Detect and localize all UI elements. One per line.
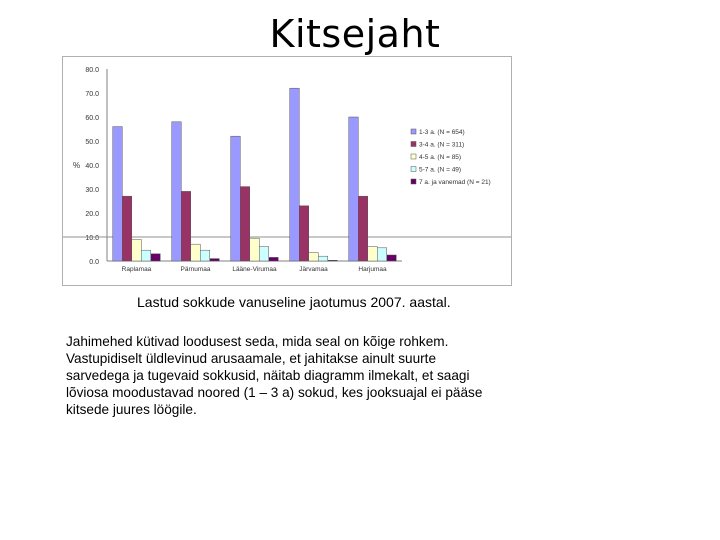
bar bbox=[141, 250, 151, 261]
body-paragraph: Jahimehed kütivad loodusest seda, mida seal on kõige rohkem. Vastupidiselt üldlevinud arusaamale, et jahitakse ainult suurte sarvedega ja tugevaid sokkusid, näitab diagramm ilmekalt, et saagi lõviosa moodustavad noored (1 – 3 a) sokud, kes jooksuajal ei pääse kitsede juures löögile. bbox=[66, 334, 483, 417]
bar bbox=[318, 256, 328, 261]
bar bbox=[113, 127, 123, 261]
legend-swatch bbox=[411, 167, 416, 172]
legend-label: 1-3 a. (N = 654) bbox=[419, 129, 465, 136]
y-tick-label: 50.0 bbox=[85, 139, 99, 146]
bar-chart bbox=[63, 57, 511, 285]
bar bbox=[269, 257, 279, 261]
bar bbox=[172, 122, 182, 261]
bar bbox=[377, 248, 387, 261]
y-tick-label: 70.0 bbox=[85, 91, 99, 98]
slide-title: Kitsejaht bbox=[269, 12, 441, 56]
chart-frame bbox=[62, 56, 512, 286]
y-tick-label: 40.0 bbox=[85, 163, 99, 170]
x-tick-label: Pärnumaa bbox=[180, 266, 211, 273]
bar bbox=[151, 254, 161, 261]
bar bbox=[200, 250, 210, 261]
legend-swatch bbox=[411, 179, 416, 184]
legend-swatch bbox=[411, 129, 416, 134]
bar bbox=[368, 247, 378, 261]
y-tick-label: 0.0 bbox=[89, 259, 99, 266]
bar bbox=[210, 259, 220, 261]
bar bbox=[299, 206, 309, 261]
x-tick-label: Järvamaa bbox=[299, 266, 328, 273]
bar bbox=[181, 191, 191, 261]
y-tick-label: 80.0 bbox=[85, 67, 99, 74]
x-tick-label: Harjumaa bbox=[358, 266, 387, 273]
bar bbox=[250, 238, 260, 261]
bar bbox=[309, 253, 319, 261]
bar bbox=[259, 247, 269, 261]
bar bbox=[191, 244, 201, 261]
legend-label: 7 a. ja vanemad (N = 21) bbox=[419, 179, 491, 186]
bar bbox=[132, 239, 142, 261]
x-tick-label: Lääne-Virumaa bbox=[232, 266, 277, 273]
y-tick-label: 30.0 bbox=[85, 187, 99, 194]
y-tick-label: 20.0 bbox=[85, 211, 99, 218]
bar bbox=[358, 196, 368, 261]
bar bbox=[231, 136, 241, 261]
bar bbox=[328, 260, 338, 261]
bar bbox=[387, 255, 397, 261]
bar bbox=[240, 187, 250, 261]
bar bbox=[349, 117, 359, 261]
x-tick-label: Raplamaa bbox=[121, 266, 152, 273]
bar bbox=[122, 196, 132, 261]
y-tick-label: 10.0 bbox=[85, 235, 99, 242]
legend-swatch bbox=[411, 154, 416, 159]
chart-caption: Lastud sokkude vanuseline jaotumus 2007. aastal. bbox=[137, 294, 451, 310]
y-tick-label: 60.0 bbox=[85, 115, 99, 122]
legend-label: 5-7 a. (N = 49) bbox=[419, 166, 462, 174]
legend-swatch bbox=[411, 142, 416, 147]
bar bbox=[290, 88, 300, 261]
legend-label: 4-5 a. (N = 85) bbox=[419, 154, 462, 161]
legend-label: 3-4 a. (N = 311) bbox=[419, 141, 465, 149]
y-axis-label: % bbox=[73, 161, 81, 170]
